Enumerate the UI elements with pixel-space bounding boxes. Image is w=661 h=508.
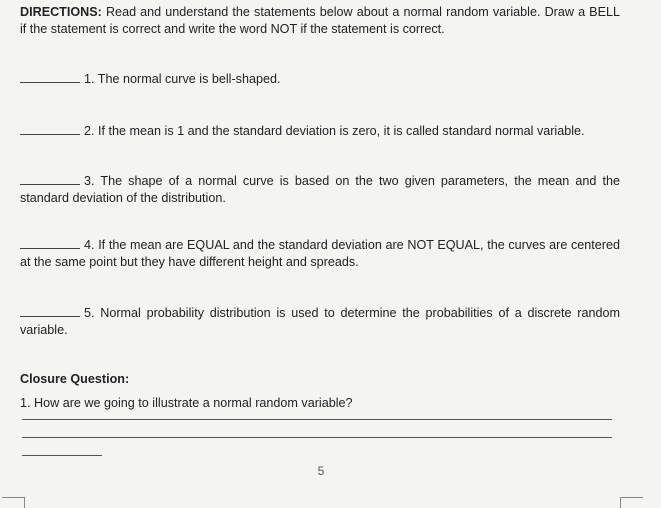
statement-item: [20, 70, 620, 88]
statement-item: [20, 172, 620, 207]
statement-item: [20, 122, 620, 140]
answer-blank[interactable]: [20, 122, 80, 135]
answer-blank[interactable]: [20, 70, 80, 83]
directions-label: DIRECTIONS:: [20, 5, 102, 19]
answer-line[interactable]: [22, 455, 102, 456]
item-text: The shape of a normal curve is based on the two given parameters, the mean and the standard deviation of the distribution.: [20, 174, 620, 205]
answer-blank[interactable]: [20, 236, 80, 249]
directions-text: Read and understand the statements below about a normal random variable. Draw a BELL if the statement is correct and write the word NOT if the statement is correct.: [20, 5, 620, 36]
page-number: 5: [317, 464, 325, 478]
answer-line[interactable]: [22, 437, 612, 438]
item-number: 1.: [84, 72, 95, 86]
crop-mark-right: [620, 497, 643, 508]
item-number: 4.: [84, 238, 95, 252]
answer-blank[interactable]: [20, 172, 80, 185]
answer-line[interactable]: [22, 419, 612, 420]
item-number: 5.: [84, 306, 95, 320]
directions-paragraph: [20, 4, 620, 38]
answer-blank[interactable]: [20, 304, 80, 317]
item-number: 3.: [84, 174, 95, 188]
item-number: 2.: [84, 124, 95, 138]
item-text: Normal probability distribution is used to determine the probabilities of a discrete random variable.: [20, 306, 620, 337]
item-text: The normal curve is bell-shaped.: [97, 72, 281, 86]
statement-item: [20, 236, 620, 271]
closure-title: Closure Question:: [20, 372, 130, 386]
crop-mark-left: [2, 497, 25, 508]
statement-item: [20, 304, 620, 339]
item-text: If the mean is 1 and the standard deviation is zero, it is called standard normal variable.: [98, 124, 585, 138]
item-text: If the mean are EQUAL and the standard deviation are NOT EQUAL, the curves are centered at the same point but they have different height and spreads.: [20, 238, 620, 269]
closure-question: 1. How are we going to illustrate a normal random variable?: [20, 396, 353, 410]
